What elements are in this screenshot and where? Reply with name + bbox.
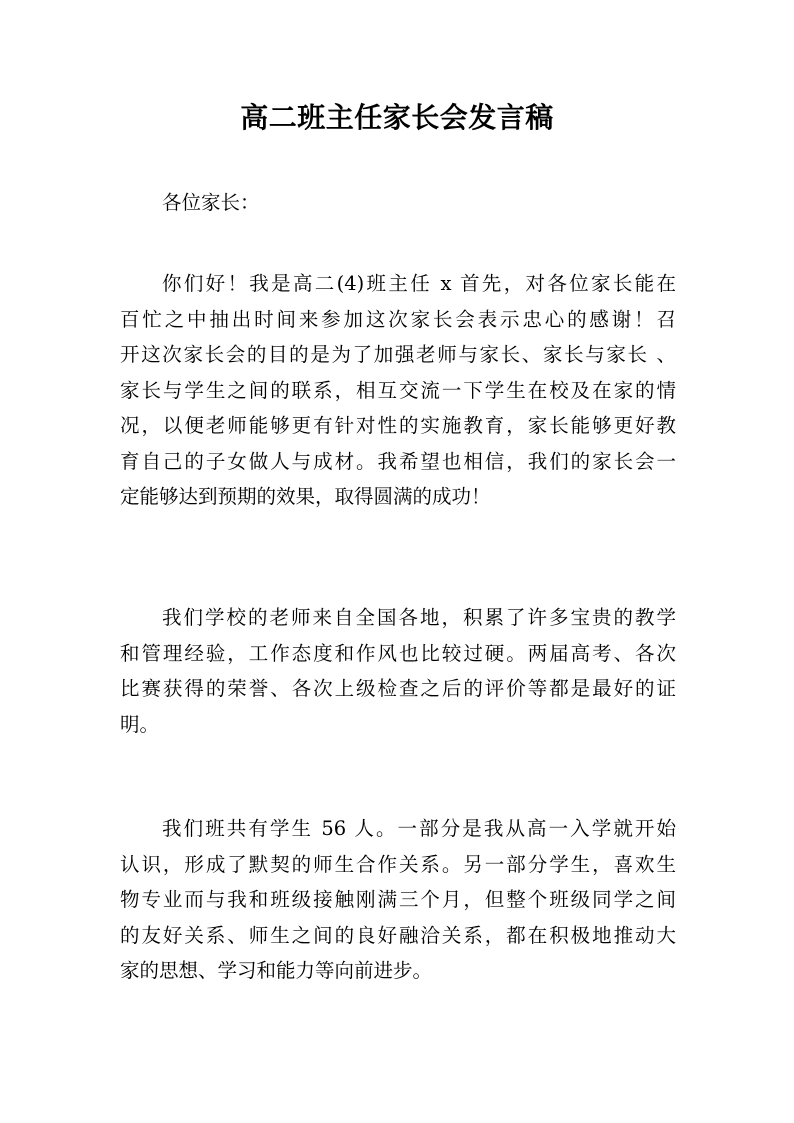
salutation-line: 各位家长： [162, 191, 260, 214]
paragraph-line: 我们学校的老师来自全国各地，积累了许多宝贵的教学 [162, 606, 676, 629]
paragraph-line: 和管理经验，工作态度和作风也比较过硬。两届高考、各次 [120, 641, 676, 665]
paragraph-line: 开这次家长会的目的是为了加强老师与家长、家长与家长 、 [120, 343, 676, 366]
paragraph-line: 家长与学生之间的联系，相互交流一下学生在校及在家的情 [120, 378, 676, 402]
paragraph-1 [120, 266, 676, 515]
paragraph-line: 的友好关系、师生之间的良好融洽关系，都在积极地推动大 [120, 923, 676, 947]
paragraph-line: 你们好！我是高二(4)班主任 x 首先，对各位家长能在 [162, 272, 676, 295]
paragraph-line: 物专业而与我和班级接触刚满三个月，但整个班级同学之间 [120, 888, 676, 911]
paragraph-line: 况，以便老师能够更有针对性的实施教育，家长能够更好教 [120, 414, 676, 437]
paragraph-line: 育自己的子女做人与成材。我希望也相信，我们的家长会一 [120, 449, 676, 473]
document-title: 高二班主任家长会发言稿 [240, 101, 554, 134]
paragraph-line: 定能够达到预期的效果，取得圆满的成功！ [120, 485, 491, 508]
paragraph-line: 百忙之中抽出时间来参加这次家长会表示忠心的感谢！召 [120, 307, 676, 331]
salutation [120, 185, 676, 221]
paragraph-3 [120, 811, 676, 989]
paragraph-2 [120, 600, 676, 742]
paragraph-line: 明。 [120, 712, 160, 736]
paragraph-line: 我们班共有学生 56 人。一部分是我从高一入学就开始 [162, 817, 676, 840]
paragraph-line: 认识，形成了默契的师生合作关系。另一部分学生，喜欢生 [120, 852, 676, 876]
paragraph-line: 比赛获得的荣誉、各次上级检查之后的评价等都是最好的证 [120, 677, 676, 700]
paragraph-line: 家的思想、学习和能力等向前进步。 [120, 959, 433, 982]
